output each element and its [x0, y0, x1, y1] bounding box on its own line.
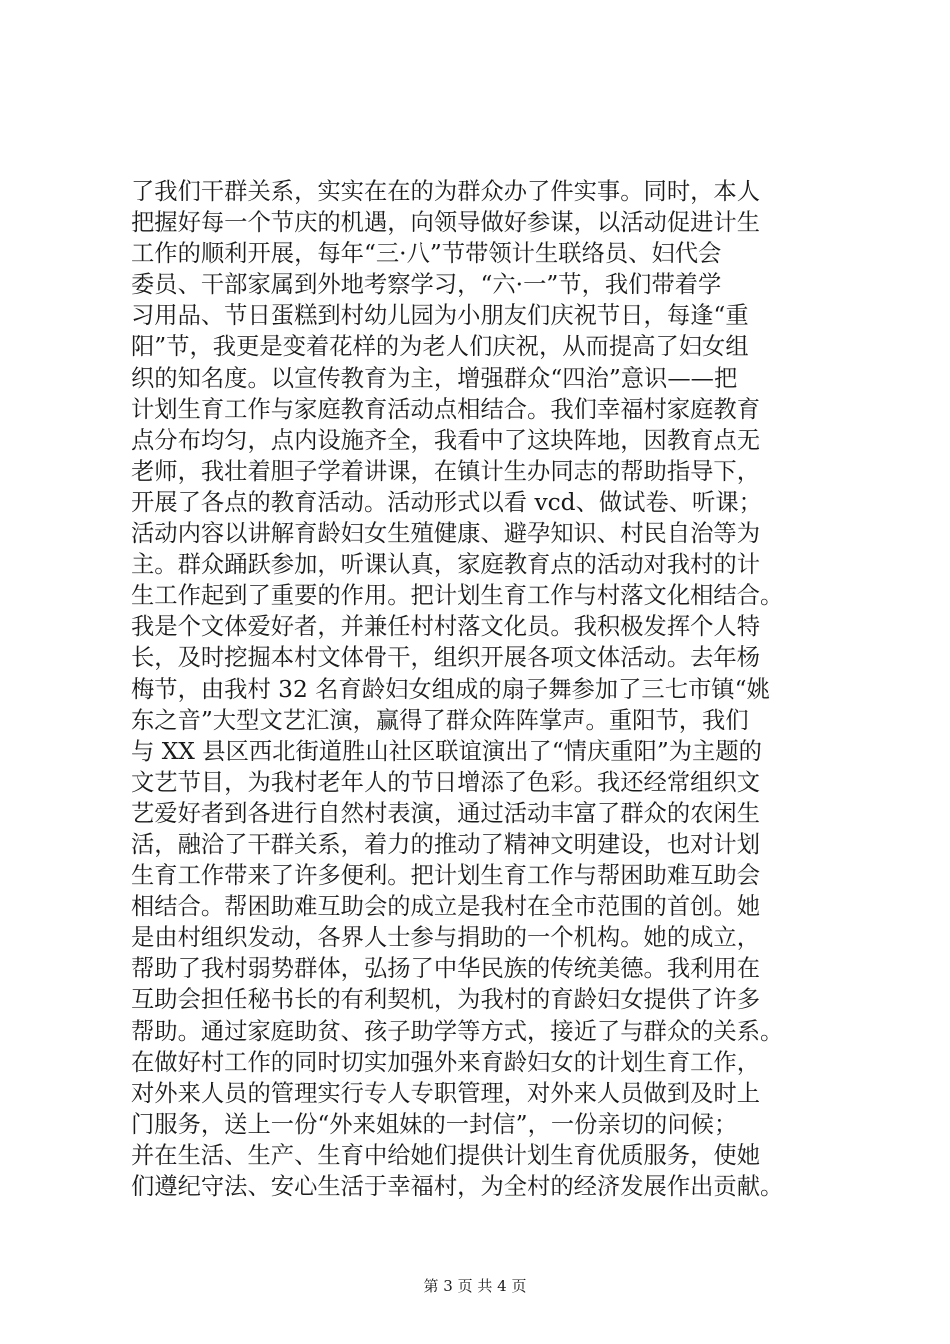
- text-line: 活，融洽了干群关系，着力的推动了精神文明建设，也对计划: [131, 830, 761, 858]
- text-line: 活动内容以讲解育龄妇女生殖健康、避孕知识、村民自治等为: [131, 520, 761, 548]
- text-line: 门服务，送上一份“外来姐妹的一封信”，一份亲切的问候；: [131, 1110, 738, 1138]
- text-line: 在做好村工作的同时切实加强外来育龄妇女的计划生育工作，: [131, 1048, 761, 1076]
- text-line: 帮助了我村弱势群体，弘扬了中华民族的传统美德。我利用在: [131, 955, 761, 983]
- text-line: 梅节，由我村 32 名育龄妇女组成的扇子舞参加了三七市镇“姚: [131, 675, 770, 703]
- text-line: 织的知名度。以宣传教育为主，增强群众“四治”意识——把: [131, 364, 738, 392]
- text-line: 把握好每一个节庆的机遇，向领导做好参谋，以活动促进计生: [131, 209, 761, 237]
- text-line: 习用品、节日蛋糕到村幼儿园为小朋友们庆祝节日，每逢“重: [131, 302, 749, 330]
- text-line: 阳”节，我更是变着花样的为老人们庆祝，从而提高了妇女组: [131, 333, 749, 361]
- text-line: 们遵纪守法、安心生活于幸福村，为全村的经济发展作出贡献。: [131, 1173, 784, 1200]
- text-line: 生育工作带来了许多便利。把计划生育工作与帮困助难互助会: [131, 862, 761, 890]
- text-line: 互助会担任秘书长的有利契机，为我村的育龄妇女提供了许多: [131, 986, 761, 1014]
- text-line: 委员、干部家属到外地考察学习，“六·一”节，我们带着学: [131, 271, 722, 299]
- body-text: [131, 176, 831, 1202]
- text-line: 帮助。通过家庭助贫、孩子助学等方式，接近了与群众的关系。: [131, 1017, 784, 1045]
- text-line: 是由村组织发动，各界人士参与捐助的一个机构。她的成立，: [131, 924, 761, 952]
- text-line: 计划生育工作与家庭教育活动点相结合。我们幸福村家庭教育: [131, 395, 761, 423]
- text-line: 点分布均匀，点内设施齐全，我看中了这块阵地，因教育点无: [131, 426, 761, 454]
- text-line: 生工作起到了重要的作用。把计划生育工作与村落文化相结合。: [131, 582, 784, 610]
- text-line: 工作的顺利开展，每年“三·八”节带领计生联络员、妇代会: [131, 240, 722, 268]
- text-line: 我是个文体爱好者，并兼任村村落文化员。我积极发挥个人特: [131, 613, 761, 641]
- text-line: 长，及时挖掘本村文体骨干，组织开展各项文体活动。去年杨: [131, 644, 761, 672]
- text-line: 主。群众踊跃参加，听课认真，家庭教育点的活动对我村的计: [131, 551, 761, 579]
- text-line: 老师，我壮着胆子学着讲课，在镇计生办同志的帮助指导下，: [131, 457, 761, 485]
- text-line: 东之音”大型文艺汇演，赢得了群众阵阵掌声。重阳节，我们: [131, 706, 749, 734]
- text-line: 文艺节目，为我村老年人的节日增添了色彩。我还经常组织文: [131, 768, 761, 796]
- text-line: 对外来人员的管理实行专人专职管理，对外来人员做到及时上: [131, 1079, 761, 1107]
- page-footer: 第 3 页 共 4 页: [423, 1277, 527, 1295]
- text-line: 开展了各点的教育活动。活动形式以看 vcd、做试卷、听课；: [131, 488, 762, 516]
- text-line: 了我们干群关系，实实在在的为群众办了件实事。同时，本人: [131, 178, 761, 205]
- text-line: 相结合。帮困助难互助会的成立是我村在全市范围的首创。她: [131, 893, 761, 921]
- text-line: 与 XX 县区西北街道胜山社区联谊演出了“情庆重阳”为主题的: [131, 737, 762, 765]
- text-line: 并在生活、生产、生育中给她们提供计划生育优质服务，使她: [131, 1141, 761, 1169]
- text-line: 艺爱好者到各进行自然村表演，通过活动丰富了群众的农闲生: [131, 799, 761, 827]
